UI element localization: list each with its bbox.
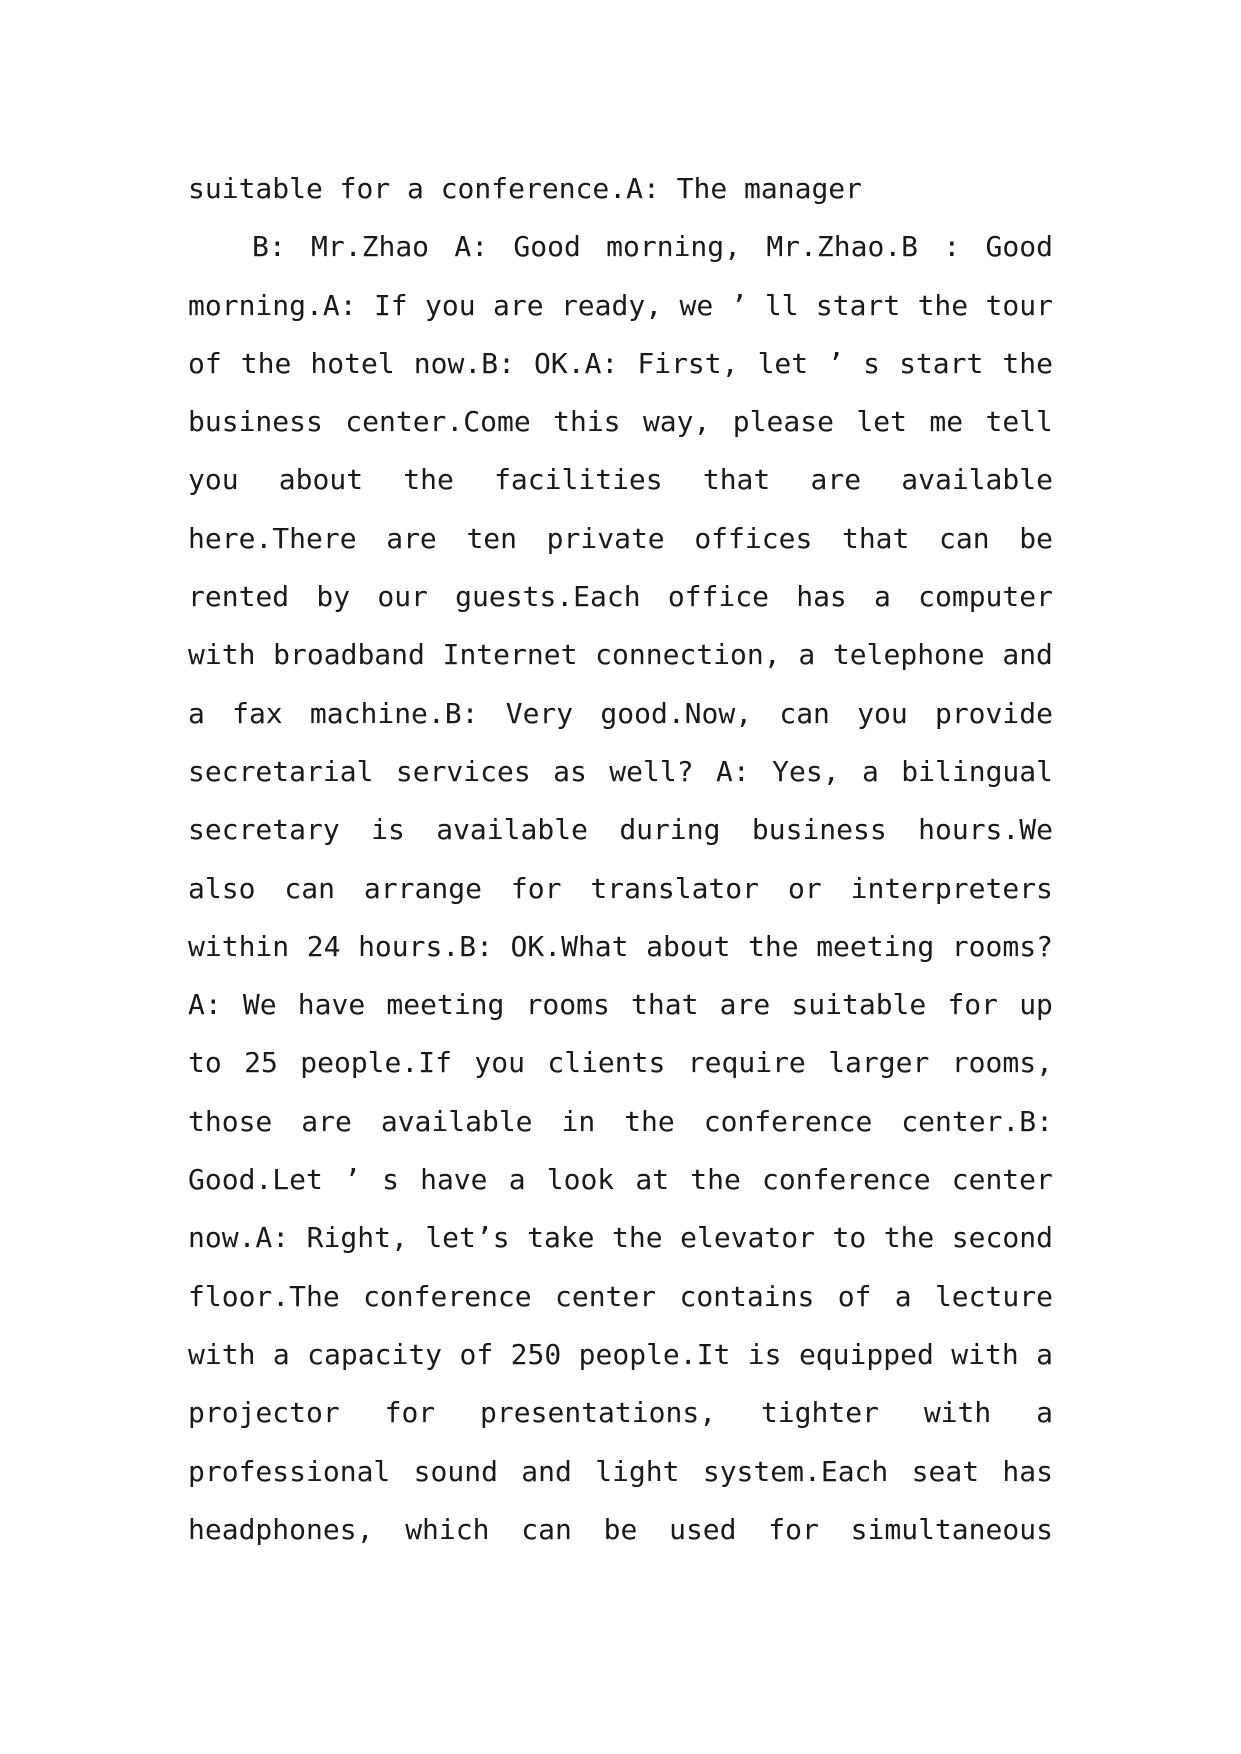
word: interpreters — [850, 871, 1053, 905]
word: start — [815, 288, 901, 322]
word: you — [857, 696, 908, 730]
word: for — [768, 1512, 819, 1546]
word: here.There — [188, 521, 357, 555]
word: are — [493, 288, 544, 322]
word: : — [943, 230, 961, 264]
word: with — [188, 638, 256, 672]
word: up — [1019, 988, 1053, 1022]
text-line — [188, 1209, 1053, 1267]
word: of — [188, 346, 222, 380]
word: of — [459, 1337, 494, 1371]
word: hotel — [310, 346, 395, 380]
word: ’ — [730, 288, 748, 322]
word: elevator — [680, 1221, 815, 1255]
word: are — [301, 1104, 352, 1138]
body-text — [188, 160, 1053, 1559]
word: presentations, — [480, 1396, 717, 1430]
word: the — [917, 288, 969, 322]
word: simultaneous — [850, 1512, 1053, 1546]
word: secretary — [188, 813, 340, 847]
word: rented — [188, 580, 290, 614]
word: Mr.Zhao — [311, 230, 430, 264]
word: the — [1002, 346, 1053, 380]
word: me — [929, 405, 964, 439]
word: to — [188, 1046, 222, 1080]
word: projector — [188, 1396, 340, 1430]
text-line — [188, 801, 1053, 859]
word: can — [284, 871, 335, 905]
word: which — [405, 1512, 490, 1546]
word: capacity — [307, 1337, 443, 1371]
word: seat — [911, 1454, 980, 1488]
word: the — [748, 929, 799, 963]
word: you — [425, 288, 476, 322]
word: provide — [934, 696, 1053, 730]
word: equipped — [798, 1337, 934, 1371]
word: have — [420, 1163, 488, 1197]
word: hours.We — [918, 813, 1053, 847]
word: are — [386, 521, 437, 555]
word: for — [384, 1396, 436, 1430]
word: that — [841, 521, 910, 555]
word: First, — [637, 346, 739, 380]
text-line — [188, 451, 1053, 509]
word: rooms? — [951, 929, 1053, 963]
word: has — [1002, 1454, 1053, 1488]
word: that — [702, 463, 771, 497]
text-line — [188, 335, 1053, 393]
word: Right, — [306, 1221, 408, 1255]
word: 25 — [244, 1046, 278, 1080]
word: available — [380, 1104, 533, 1138]
text-line — [188, 393, 1053, 451]
word: used — [669, 1512, 737, 1546]
text-line — [188, 1093, 1053, 1151]
word: Good.Let — [188, 1163, 323, 1197]
word: A: — [454, 230, 489, 264]
word: a — [894, 1279, 912, 1313]
word: hours.B: — [358, 929, 493, 963]
word: OK.A: — [534, 346, 619, 380]
word: available — [436, 813, 588, 847]
text-line — [188, 860, 1053, 918]
word: please — [732, 405, 834, 439]
word: light — [595, 1454, 680, 1488]
word: a — [508, 1163, 526, 1197]
word: people.It — [578, 1337, 731, 1371]
word: suitable — [188, 172, 323, 205]
word: bilingual — [901, 754, 1053, 788]
word: can — [939, 521, 990, 555]
word: Good — [985, 230, 1053, 264]
word: you — [188, 463, 239, 497]
word: the — [403, 463, 454, 497]
word: sound — [413, 1454, 498, 1488]
word: the — [612, 1221, 663, 1255]
word: a — [1036, 1396, 1053, 1430]
word: s — [863, 346, 880, 380]
word: our — [377, 580, 428, 614]
text-line — [188, 1034, 1053, 1092]
word: start — [899, 346, 984, 380]
word: we — [679, 288, 714, 322]
word: A: — [716, 754, 750, 788]
word: meeting — [816, 929, 935, 963]
word: tighter — [760, 1396, 879, 1430]
word: have — [297, 988, 366, 1022]
word: facilities — [494, 463, 663, 497]
word: of — [837, 1279, 872, 1313]
word: Good — [513, 230, 581, 264]
text-line — [188, 1326, 1053, 1384]
text-line — [188, 1268, 1053, 1326]
word: A: — [188, 988, 222, 1022]
word: people.If — [300, 1046, 452, 1080]
word: well? — [609, 754, 694, 788]
word: conference.A: — [440, 172, 660, 205]
word: way, — [642, 405, 711, 439]
word: connection, — [595, 638, 781, 672]
word: tour — [985, 288, 1053, 322]
word: secretarial — [188, 754, 374, 788]
text-line — [188, 1501, 1053, 1559]
word: for — [339, 172, 391, 205]
word: headphones, — [188, 1512, 374, 1546]
word: and — [1002, 638, 1053, 672]
text-line — [188, 918, 1053, 976]
word: those — [188, 1104, 273, 1138]
word: broadband — [273, 638, 425, 672]
word: a — [798, 638, 816, 672]
word: guests.Each — [455, 580, 641, 614]
word: to — [832, 1221, 867, 1255]
word: 24 — [306, 929, 341, 963]
text-line — [188, 685, 1053, 743]
text-line — [188, 160, 1053, 218]
text-line — [188, 277, 1053, 335]
word: larger — [828, 1046, 930, 1080]
word: about — [646, 929, 731, 963]
word: second — [951, 1221, 1053, 1255]
word: a — [272, 1337, 290, 1371]
word: has — [796, 580, 847, 614]
text-line — [188, 1151, 1053, 1209]
word: the — [690, 1163, 741, 1197]
word: a — [188, 696, 205, 730]
word: be — [603, 1512, 638, 1546]
word: can — [779, 696, 830, 730]
text-line — [188, 743, 1053, 801]
word: look — [546, 1163, 615, 1197]
word: business — [188, 405, 323, 439]
word: this — [553, 405, 621, 439]
word: meeting — [386, 988, 505, 1022]
word: offices — [694, 521, 813, 555]
word: about — [278, 463, 364, 497]
word: a — [1036, 1337, 1053, 1371]
word: conference — [363, 1279, 532, 1313]
word: B: — [252, 230, 286, 264]
word: a — [407, 172, 424, 205]
word: office — [667, 580, 769, 614]
word: with — [188, 1337, 256, 1371]
word: center — [951, 1163, 1053, 1197]
word: manager — [744, 172, 863, 205]
word: for — [947, 988, 999, 1022]
word: business — [751, 813, 887, 847]
word: ten — [466, 521, 518, 555]
word: are — [810, 463, 862, 497]
word: Internet — [442, 638, 578, 672]
word: during — [619, 813, 721, 847]
word: ’ — [344, 1163, 361, 1197]
word: require — [687, 1046, 806, 1080]
word: the — [624, 1104, 675, 1138]
word: private — [546, 521, 665, 555]
word: clients — [547, 1046, 666, 1080]
text-line — [188, 1443, 1053, 1501]
word: with — [951, 1337, 1019, 1371]
word: is — [371, 813, 405, 847]
text-line — [188, 626, 1053, 684]
word: morning.A: — [188, 288, 357, 322]
word: Very — [505, 696, 574, 730]
word: let — [757, 346, 809, 380]
word: translator — [590, 871, 759, 905]
word: in — [561, 1104, 596, 1138]
word: s — [382, 1163, 399, 1197]
word: rooms, — [951, 1046, 1053, 1080]
text-line — [188, 510, 1053, 568]
word: floor.The — [188, 1279, 340, 1313]
word: you — [474, 1046, 525, 1080]
word: as — [553, 754, 587, 788]
word: services — [395, 754, 531, 788]
word: professional — [188, 1454, 391, 1488]
word: system.Each — [702, 1454, 889, 1488]
word: or — [787, 871, 822, 905]
word: now.A: — [188, 1221, 290, 1255]
word: center — [554, 1279, 657, 1313]
word: ’ — [827, 346, 845, 380]
word: conference — [761, 1163, 931, 1197]
word: and — [521, 1454, 572, 1488]
word: now.B: — [413, 346, 515, 380]
text-line — [188, 976, 1053, 1034]
word: be — [1019, 521, 1053, 555]
word: lecture — [934, 1279, 1053, 1313]
text-line — [188, 218, 1053, 276]
word: Mr.Zhao.B — [766, 230, 919, 264]
word: ready, — [560, 288, 663, 322]
word: The — [676, 172, 728, 205]
word: let — [856, 405, 907, 439]
word: suitable — [791, 988, 927, 1022]
word: take — [527, 1221, 595, 1255]
word: within — [188, 929, 290, 963]
word: with — [923, 1396, 992, 1430]
word: center.Come — [345, 405, 531, 439]
word: ll — [764, 288, 799, 322]
word: for — [510, 871, 562, 905]
word: OK.What — [510, 929, 629, 963]
word: arrange — [363, 871, 482, 905]
word: also — [188, 871, 256, 905]
word: rooms — [525, 988, 610, 1022]
word: can — [521, 1512, 572, 1546]
word: by — [316, 580, 351, 614]
word: machine.B: — [309, 696, 479, 730]
word: morning, — [606, 230, 741, 264]
word: good.Now, — [600, 696, 753, 730]
word: We — [242, 988, 277, 1022]
word: 250 — [510, 1337, 562, 1371]
word: Yes, — [772, 754, 840, 788]
word: conference — [703, 1104, 873, 1138]
word: contains — [679, 1279, 815, 1313]
text-line — [188, 1384, 1053, 1442]
word: the — [883, 1221, 935, 1255]
word: computer — [918, 580, 1053, 614]
word: that — [631, 988, 699, 1022]
word: at — [635, 1163, 670, 1197]
word: If — [373, 288, 408, 322]
word: fax — [232, 696, 283, 730]
word: a — [862, 754, 879, 788]
word: let’s — [425, 1221, 510, 1255]
word: a — [874, 580, 891, 614]
text-line — [188, 568, 1053, 626]
word: are — [719, 988, 771, 1022]
word: telephone — [832, 638, 985, 672]
word: the — [240, 346, 292, 380]
word: center.B: — [901, 1104, 1053, 1138]
word: is — [747, 1337, 782, 1371]
word: available — [901, 463, 1053, 497]
word: tell — [985, 405, 1053, 439]
